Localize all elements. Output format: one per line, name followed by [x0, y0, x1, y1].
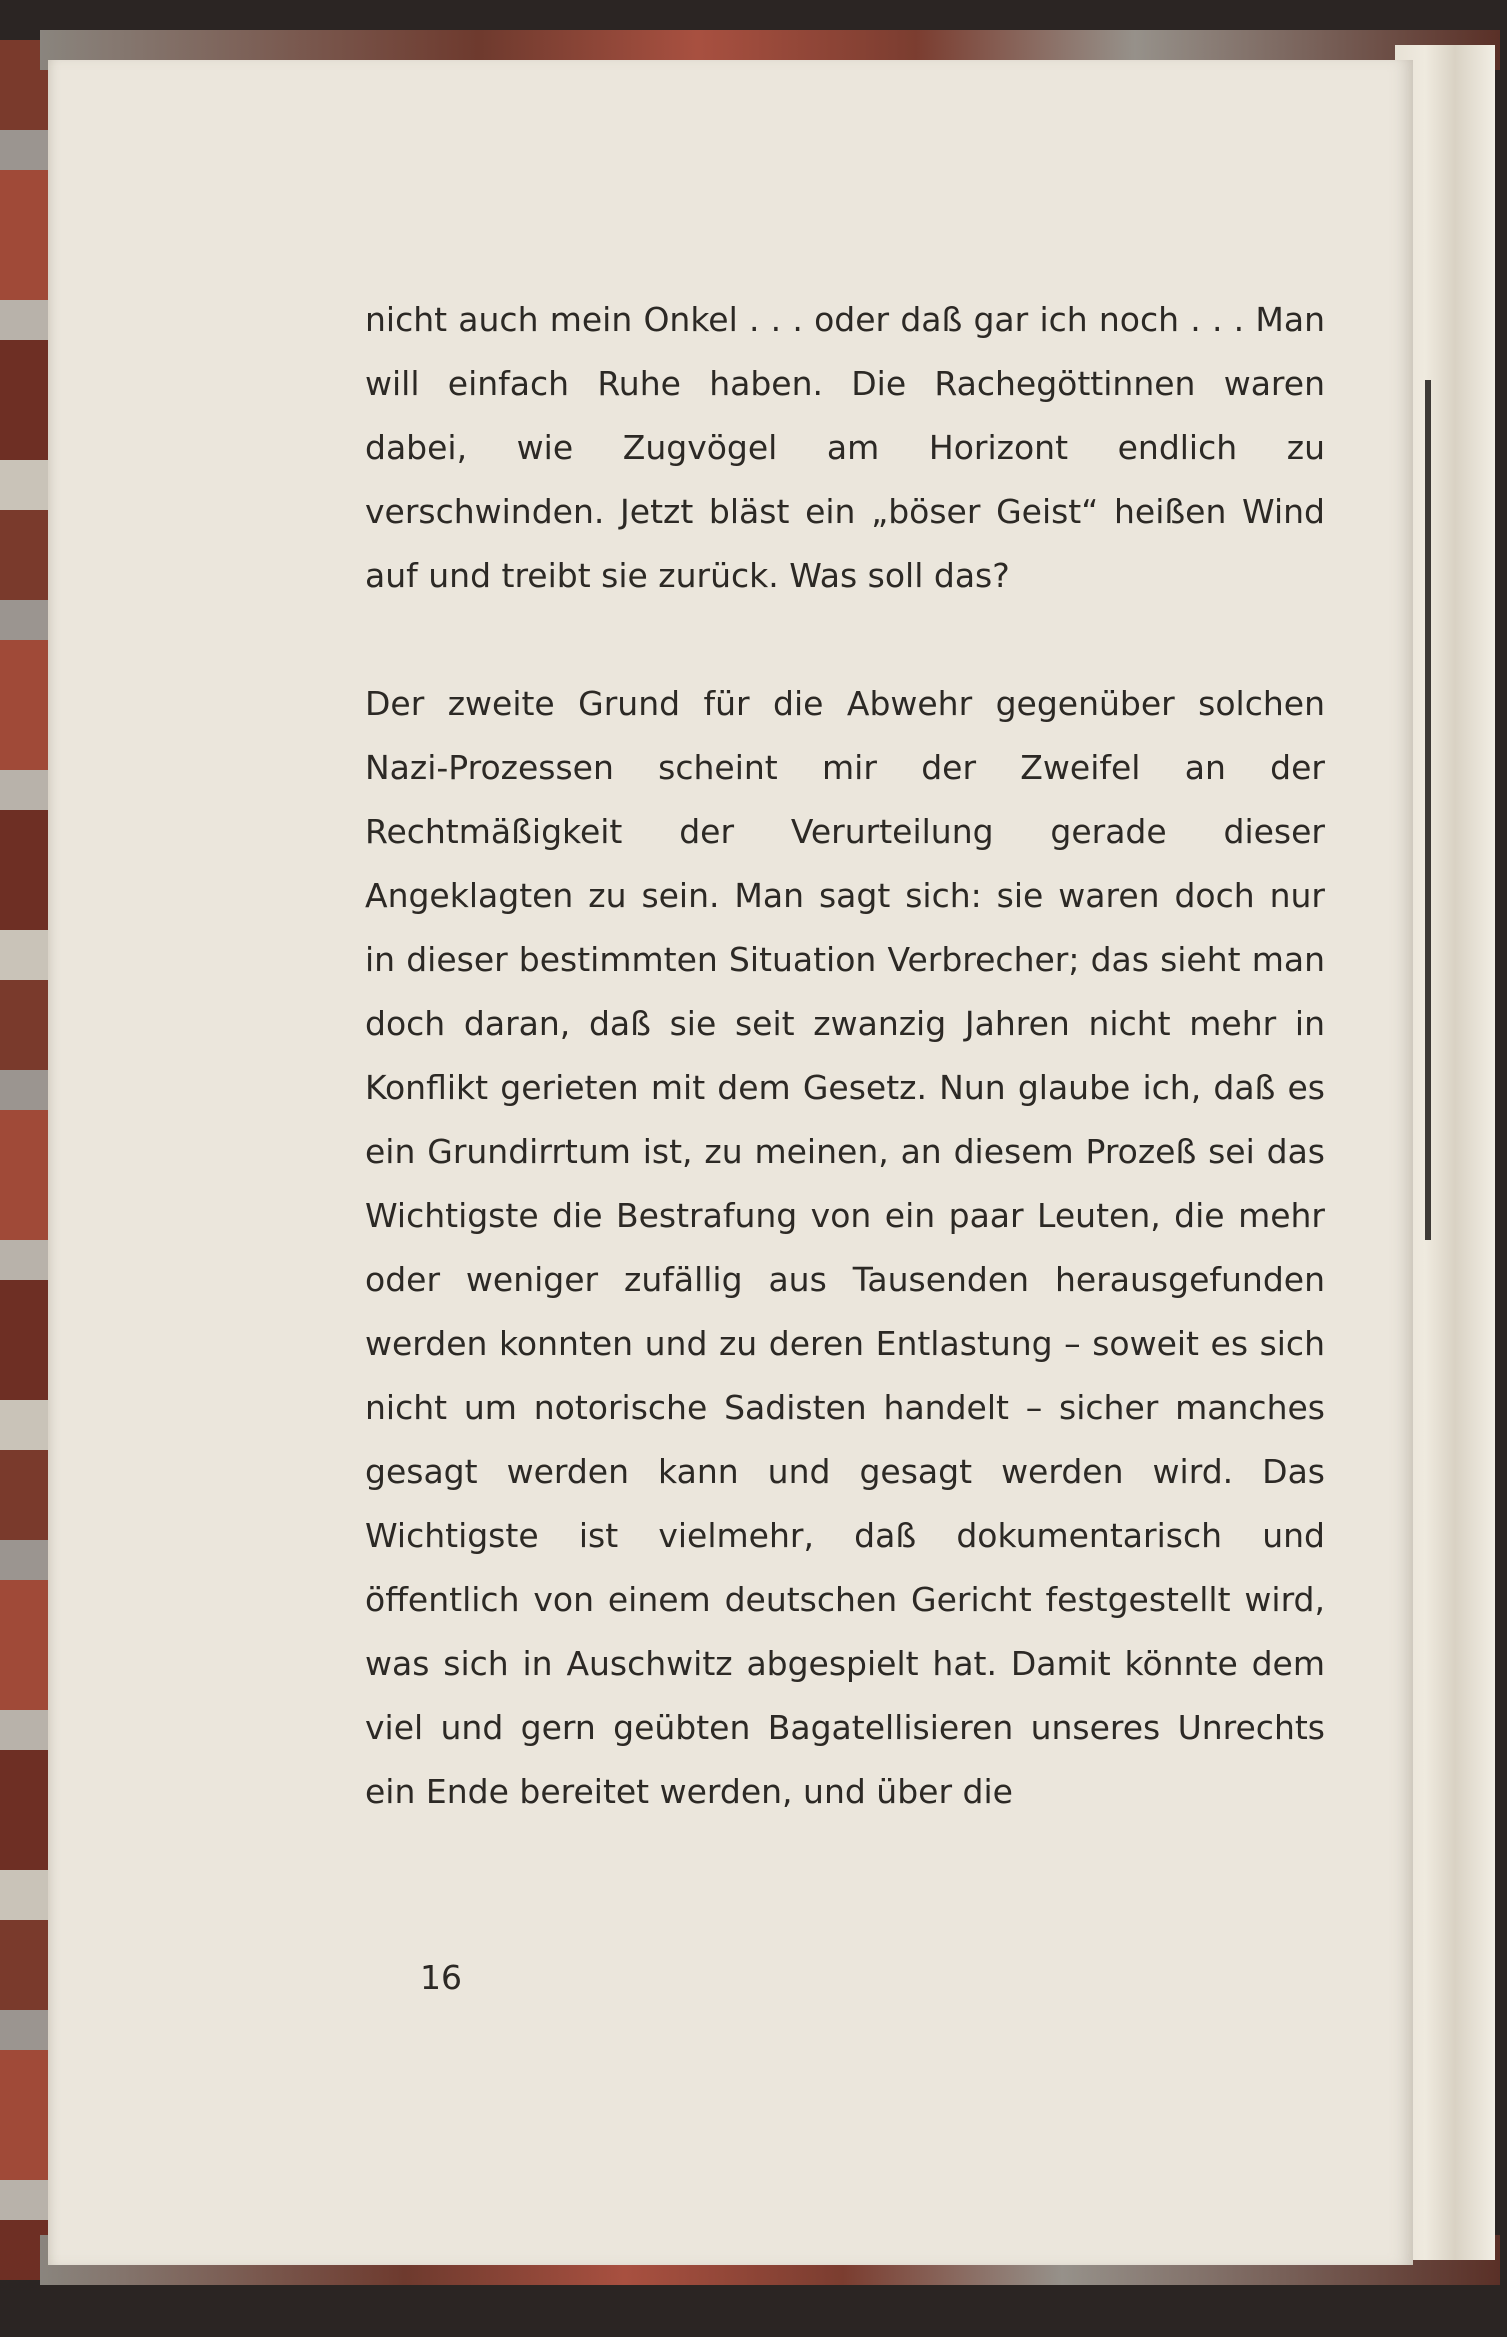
body-text: [365, 288, 1325, 1824]
paragraph-2: Der zweite Grund für die Abwehr gegenüber solchen Nazi-Prozessen scheint mir der Zweifel an der Rechtmäßigkeit der Verurteilung gerade dieser Angeklagten zu sein. Man sagt sich: sie waren doch nur in dieser bestimmten Situation Verbrecher; das sieht man doch daran, daß sie seit zwanzig Jahren nicht mehr in Konflikt gerieten mit dem Gesetz. Nun glaube ich, daß es ein Grundirrtum ist, zu meinen, an diesem Prozeß sei das Wichtigste die Bestrafung von ein paar Leuten, die mehr oder weniger zufällig aus Tausenden herausgefunden werden konnten und zu deren Entlastung – soweit es sich nicht um notorische Sadisten handelt – sicher manches gesagt werden kann und gesagt werden wird. Das Wichtigste ist vielmehr, daß dokumentarisch und öffentlich von einem deutschen Gericht festgestellt wird, was sich in Auschwitz abgespielt hat. Damit könnte dem viel und gern geübten Bagatellisieren unseres Unrechts ein Ende bereitet werden, und über die: [365, 684, 1325, 1811]
page-number: 16: [420, 1958, 462, 1997]
paragraph-1: nicht auch mein Onkel . . . oder daß gar ich noch . . . Man will einfach Ruhe haben. Die Rachegöttinnen waren dabei, wie Zugvögel am Horizont endlich zu verschwinden. Jetzt bläst ein „böser Geist“ heißen Wind auf und treibt sie zurück. Was soll das?: [365, 300, 1325, 595]
page-stack-shadow: [1425, 380, 1431, 1240]
